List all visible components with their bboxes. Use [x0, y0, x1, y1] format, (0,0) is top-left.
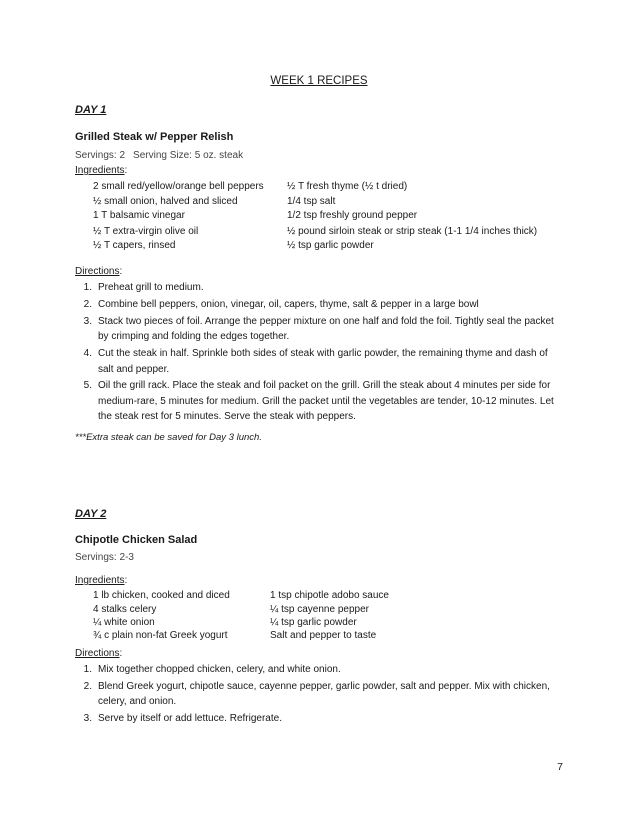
day2-directions-heading: Directions: — [75, 648, 123, 659]
day1-ingredient: 1 T balsamic vinegar — [93, 210, 185, 221]
day1-note: ***Extra steak can be saved for Day 3 lunch. — [75, 432, 262, 443]
day1-ingredient: 1/4 tsp salt — [287, 196, 336, 207]
day1-direction-step: 5. Oil the grill rack. Place the steak and foil packet on the grill. Grill the steak about 4 minutes per side for medium-rare, 5 minutes for medium. Grill the packet until the vegetables are tender, 10-12 minutes. Let the steak rest for 5 minutes. Serve the steak with peppers. — [83, 380, 554, 423]
day1-direction-step: 3. Stack two pieces of foil. Arrange the pepper mixture on one half and fold the foil. Tightly seal the packet by crimping and folding the edges together. — [83, 315, 554, 343]
day2-direction-step: 2. Blend Greek yogurt, chipotle sauce, cayenne pepper, garlic powder, salt and pepper. Mix with chicken, celery, and onion. — [83, 680, 550, 708]
day1-ingredients-label: Ingredients — [75, 165, 125, 176]
day1-direction-step: 2. Combine bell peppers, onion, vinegar, oil, capers, thyme, salt & pepper in a large bowl — [83, 298, 479, 310]
day2-ingredient: ¼ tsp cayenne pepper — [270, 604, 369, 615]
day1-directions-label: Directions — [75, 266, 120, 277]
day2-directions-label: Directions — [75, 648, 120, 659]
day2-ingredients-label: Ingredients — [75, 575, 125, 586]
day1-directions-list — [75, 280, 565, 426]
page-title: WEEK 1 RECIPES — [270, 75, 368, 87]
day2-direction-step: 3. Serve by itself or add lettuce. Refrigerate. — [83, 713, 282, 725]
day1-directions-heading: Directions: — [75, 266, 123, 277]
day1-heading: DAY 1 — [75, 104, 107, 116]
day2-ingredient: 1 tsp chipotle adobo sauce — [270, 590, 389, 601]
day1-ingredient: 1/2 tsp freshly ground pepper — [287, 210, 418, 221]
day1-ingredient: ½ small onion, halved and sliced — [93, 196, 238, 207]
day2-recipe-title: Chipotle Chicken Salad — [75, 534, 198, 546]
day2-heading: DAY 2 — [75, 508, 107, 520]
day1-serving-size: Serving Size: 5 oz. steak — [133, 150, 244, 161]
day2-ingredient: ¼ white onion — [93, 617, 155, 628]
day2-servings: Servings: 2-3 — [75, 552, 134, 563]
day2-ingredient: ¼ tsp garlic powder — [270, 617, 357, 628]
day1-ingredient: ½ pound sirloin steak or strip steak (1-1 1/4 inches thick) — [287, 226, 538, 237]
day2-ingredients-heading: Ingredients: — [75, 575, 128, 586]
day1-ingredient: ½ T fresh thyme (½ t dried) — [287, 181, 408, 192]
day1-ingredient: ½ tsp garlic powder — [287, 240, 374, 251]
day1-ingredient: 2 small red/yellow/orange bell peppers — [93, 181, 264, 192]
day1-ingredients-heading: Ingredients: — [75, 165, 128, 176]
day2-ingredient: Salt and pepper to taste — [270, 630, 377, 641]
day1-servings-line — [75, 150, 243, 161]
day1-direction-step: 4. Cut the steak in half. Sprinkle both sides of steak with garlic powder, the remaining thyme and dash of salt and pepper. — [83, 348, 548, 375]
day1-direction-step: 1. Preheat grill to medium. — [83, 282, 204, 293]
day2-ingredient: 4 stalks celery — [93, 604, 157, 615]
day1-ingredient: ½ T capers, rinsed — [93, 240, 176, 251]
day1-recipe-title: Grilled Steak w/ Pepper Relish — [75, 131, 234, 143]
day2-ingredient: ¾ c plain non-fat Greek yogurt — [93, 630, 228, 641]
day2-directions-list — [75, 662, 565, 728]
day1-ingredient: ½ T extra-virgin olive oil — [93, 226, 199, 237]
day1-servings: Servings: 2 — [75, 150, 126, 161]
day2-ingredient: 1 lb chicken, cooked and diced — [93, 590, 230, 601]
day2-direction-step: 1. Mix together chopped chicken, celery, and white onion. — [83, 664, 341, 675]
page-number: 7 — [557, 761, 563, 773]
